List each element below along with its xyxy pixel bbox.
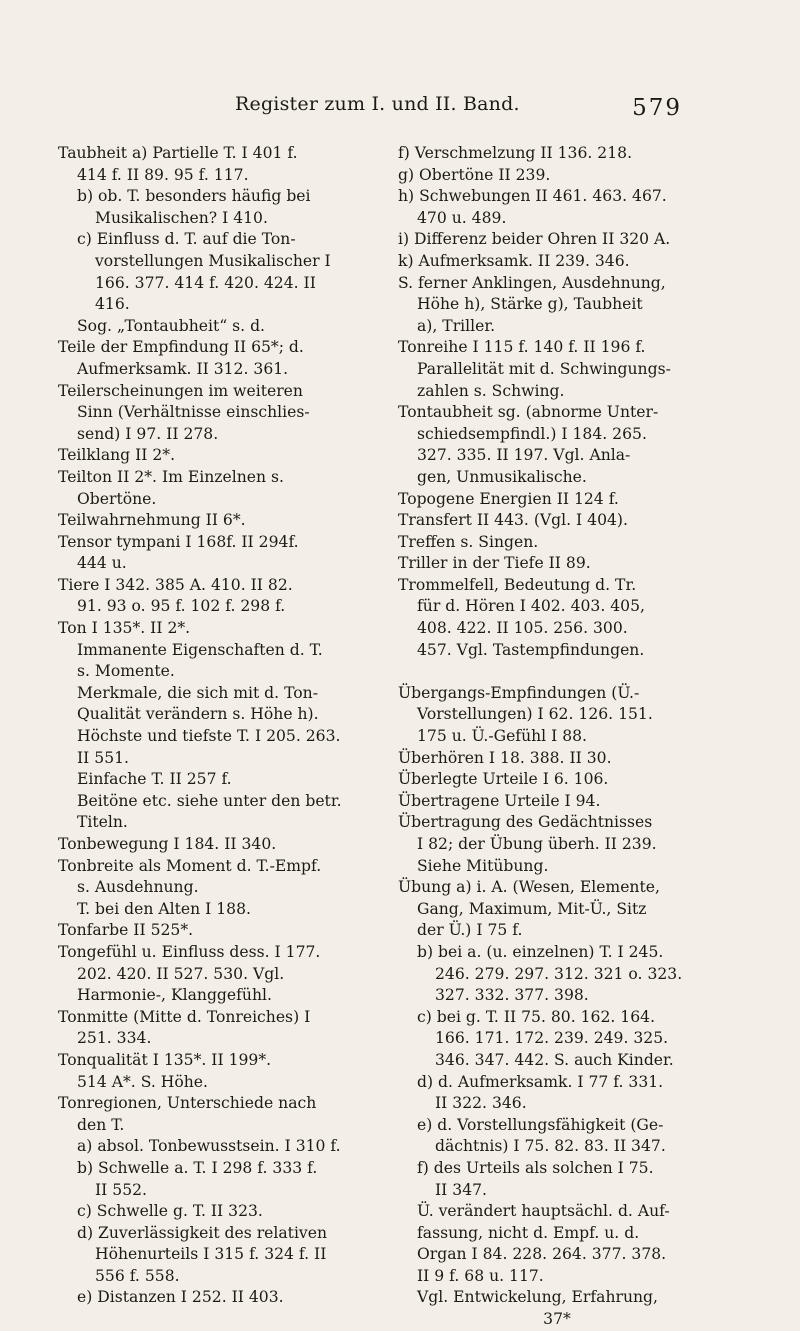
- index-line: der Ü.) I 75 f.: [417, 921, 523, 940]
- index-line: 166. 171. 172. 239. 249. 325.: [435, 1029, 669, 1048]
- header-title: Register zum I. und II. Band.: [235, 93, 520, 115]
- index-line: Beitöne etc. siehe unter den betr.: [77, 791, 342, 810]
- index-line: Tonfarbe II 525*.: [58, 921, 194, 940]
- index-line: T. bei den Alten I 188.: [77, 899, 251, 918]
- index-line: Triller in der Tiefe II 89.: [398, 554, 591, 573]
- index-line: Teilton II 2*. Im Einzelnen s.: [58, 467, 284, 486]
- index-line: Höhenurteils I 315 f. 324 f. II: [95, 1245, 327, 1264]
- index-line: Übung a) i. A. (Wesen, Elemente,: [398, 878, 660, 897]
- index-line: e) Distanzen I 252. II 403.: [77, 1288, 284, 1307]
- index-line: 444 u.: [77, 554, 127, 573]
- index-line: Qualität verändern s. Höhe h).: [77, 705, 319, 724]
- index-line: Harmonie-, Klanggefühl.: [77, 986, 272, 1005]
- index-line: Einfache T. II 257 f.: [77, 770, 232, 789]
- index-line: Tonregionen, Unterschiede nach: [58, 1094, 317, 1113]
- index-line: Parallelität mit d. Schwingungs-: [417, 359, 671, 378]
- index-line: Höhe h), Stärke g), Taubheit: [417, 295, 643, 314]
- left-column: [58, 143, 376, 1309]
- index-line: d) d. Aufmerksamk. I 77 f. 331.: [417, 1072, 664, 1091]
- index-line: gen, Unmusikalische.: [417, 467, 587, 486]
- index-line: 246. 279. 297. 312. 321 o. 323.: [435, 964, 683, 983]
- index-line: vorstellungen Musikalischer I: [95, 251, 331, 270]
- index-line: Vgl. Entwickelung, Erfahrung,: [417, 1288, 658, 1307]
- index-line: II 322. 346.: [435, 1094, 527, 1113]
- index-line: Vorstellungen) I 62. 126. 151.: [417, 705, 653, 724]
- index-line: Siehe Mitübung.: [417, 856, 549, 875]
- index-line: den T.: [77, 1115, 125, 1134]
- index-line: Teilklang II 2*.: [58, 446, 176, 465]
- index-line: II 552.: [95, 1180, 147, 1199]
- index-line: Tongefühl u. Einfluss dess. I 177.: [58, 942, 321, 961]
- index-line: Tonbewegung I 184. II 340.: [58, 835, 277, 853]
- index-line: d) Zuverlässigkeit des relativen: [77, 1223, 328, 1242]
- index-line: Höchste und tiefste T. I 205. 263.: [77, 727, 341, 746]
- index-line: s. Ausdehnung.: [77, 878, 199, 897]
- index-line: S. ferner Anklingen, Ausdehnung,: [398, 273, 666, 292]
- index-line: Tonqualität I 135*. II 199*.: [58, 1050, 272, 1069]
- index-line: Tiere I 342. 385 A. 410. II 82.: [58, 575, 293, 594]
- index-line: 346. 347. 442. S. auch Kinder.: [435, 1050, 674, 1069]
- index-line: send) I 97. II 278.: [77, 424, 219, 443]
- index-line: II 347.: [435, 1180, 487, 1199]
- index-line: Tonbreite als Moment d. T.-Empf.: [58, 856, 322, 875]
- index-line: Übergangs-Empfindungen (Ü.-: [398, 683, 640, 702]
- index-line: 514 A*. S. Höhe.: [77, 1072, 208, 1091]
- index-line: a) absol. Tonbewusstsein. I 310 f.: [77, 1137, 341, 1156]
- index-line: I 82; der Übung überh. II 239.: [417, 835, 657, 853]
- index-line: Transfert II 443. (Vgl. I 404).: [398, 511, 628, 530]
- index-line: Trommelfell, Bedeutung d. Tr.: [398, 575, 637, 594]
- index-line: 202. 420. II 527. 530. Vgl.: [77, 964, 285, 983]
- index-line: Überhören I 18. 388. II 30.: [398, 748, 612, 767]
- index-line: f) Verschmelzung II 136. 218.: [398, 144, 633, 162]
- index-line: fassung, nicht d. Empf. u. d.: [417, 1223, 640, 1242]
- index-line: Ton I 135*. II 2*.: [58, 619, 191, 638]
- index-line: Aufmerksamk. II 312. 361.: [77, 359, 289, 378]
- index-line: 416.: [95, 295, 130, 314]
- index-line: Ü. verändert hauptsächl. d. Auf-: [417, 1202, 670, 1221]
- index-line: Überlegte Urteile I 6. 106.: [398, 770, 609, 789]
- index-line: II 9 f. 68 u. 117.: [417, 1266, 544, 1285]
- index-line: e) d. Vorstellungsfähigkeit (Ge-: [417, 1115, 664, 1134]
- index-line: Teilwahrnehmung II 6*.: [58, 511, 246, 530]
- index-line: für d. Hören I 402. 403. 405,: [417, 597, 645, 616]
- index-line: Übertragung des Gedächtnisses: [398, 813, 653, 832]
- index-line: Titeln.: [77, 813, 128, 832]
- index-line: [398, 661, 716, 683]
- index-line: b) ob. T. besonders häufig bei: [77, 187, 311, 206]
- index-line: Teile der Empfindung II 65*; d.: [58, 338, 304, 357]
- index-line: 556 f. 558.: [95, 1266, 180, 1285]
- index-line: Immanente Eigenschaften d. T.: [77, 640, 323, 659]
- index-line: 327. 335. II 197. Vgl. Anla-: [417, 446, 631, 465]
- index-line: Organ I 84. 228. 264. 377. 378.: [417, 1245, 667, 1264]
- index-line: 251. 334.: [77, 1029, 152, 1048]
- index-line: Tonreihe I 115 f. 140 f. II 196 f.: [398, 338, 646, 357]
- index-line: i) Differenz beider Ohren II 320 A.: [398, 230, 671, 249]
- page-number: 579: [632, 95, 682, 121]
- index-line: Taubheit a) Partielle T. I 401 f.: [58, 144, 298, 162]
- running-header: [0, 93, 800, 127]
- index-line: a), Triller.: [417, 316, 496, 335]
- index-line: g) Obertöne II 239.: [398, 165, 551, 184]
- index-line: k) Aufmerksamk. II 239. 346.: [398, 251, 630, 270]
- index-line: 408. 422. II 105. 256. 300.: [417, 619, 628, 638]
- index-line: 175 u. Ü.-Gefühl I 88.: [417, 727, 588, 746]
- index-line: 327. 332. 377. 398.: [435, 986, 589, 1005]
- index-line: Teilerscheinungen im weiteren: [58, 381, 303, 400]
- index-line: Musikalischen? I 410.: [95, 208, 268, 227]
- index-line: zahlen s. Schwing.: [417, 381, 565, 400]
- index-line: h) Schwebungen II 461. 463. 467.: [398, 187, 667, 206]
- index-line: c) bei g. T. II 75. 80. 162. 164.: [417, 1007, 656, 1026]
- index-line: dächtnis) I 75. 82. 83. II 347.: [435, 1137, 666, 1156]
- index-line: Sinn (Verhältnisse einschlies-: [77, 403, 310, 422]
- index-line: Treffen s. Singen.: [398, 532, 539, 551]
- index-line: II 551.: [77, 748, 129, 767]
- index-line: 470 u. 489.: [417, 208, 507, 227]
- index-line: 457. Vgl. Tastempfindungen.: [417, 640, 645, 659]
- index-line: 166. 377. 414 f. 420. 424. II: [95, 273, 316, 292]
- index-line: c) Schwelle g. T. II 323.: [77, 1202, 263, 1221]
- index-line: b) bei a. (u. einzelnen) T. I 245.: [417, 942, 664, 961]
- index-line: f) des Urteils als solchen I 75.: [417, 1158, 654, 1177]
- index-line: 414 f. II 89. 95 f. 117.: [77, 165, 249, 184]
- index-line: 91. 93 o. 95 f. 102 f. 298 f.: [77, 597, 286, 616]
- index-line: Übertragene Urteile I 94.: [398, 791, 601, 810]
- index-line: Sog. „Tontaubheit“ s. d.: [77, 316, 266, 335]
- index-line: Merkmale, die sich mit d. Ton-: [77, 683, 318, 702]
- index-line: Obertöne.: [77, 489, 157, 508]
- index-line: Topogene Energien II 124 f.: [398, 489, 619, 508]
- right-column: [398, 143, 716, 1331]
- index-line: Gang, Maximum, Mit-Ü., Sitz: [417, 899, 647, 918]
- index-line: b) Schwelle a. T. I 298 f. 333 f.: [77, 1158, 318, 1177]
- index-line: Tontaubheit sg. (abnorme Unter-: [398, 403, 659, 422]
- index-line: s. Momente.: [77, 662, 175, 681]
- index-line: 37*: [543, 1310, 571, 1329]
- index-line: Tensor tympani I 168f. II 294f.: [58, 532, 299, 551]
- index-line: c) Einfluss d. T. auf die Ton-: [77, 230, 296, 249]
- index-line: Tonmitte (Mitte d. Tonreiches) I: [58, 1007, 311, 1026]
- index-line: schiedsempfindl.) I 184. 265.: [417, 424, 647, 443]
